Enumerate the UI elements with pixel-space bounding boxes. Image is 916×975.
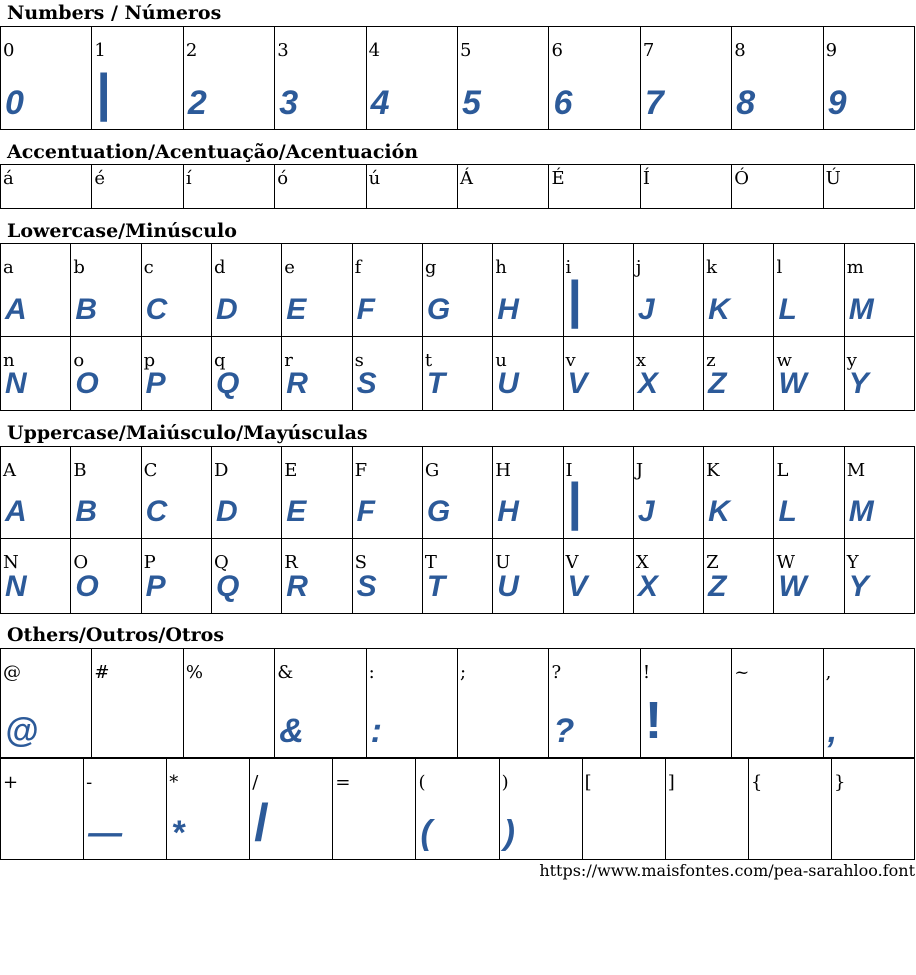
- character-label: B: [73, 460, 87, 481]
- character-label: 6: [551, 40, 563, 61]
- character-label: á: [3, 168, 14, 189]
- character-label: A: [3, 460, 16, 481]
- glyph-cell: [142, 539, 212, 614]
- character-label: ): [501, 772, 509, 793]
- character-label: Q: [213, 552, 229, 573]
- character-label: 5: [460, 40, 472, 61]
- font-sample-glyph: Q: [215, 570, 239, 603]
- character-label: y: [846, 350, 857, 371]
- font-sample-glyph: 0: [5, 84, 23, 122]
- font-sample-glyph: 6: [553, 84, 572, 122]
- font-sample-glyph: P: [145, 570, 165, 603]
- character-label: p: [143, 350, 156, 371]
- glyph-cell: [142, 447, 212, 539]
- section-title-uppercase: Uppercase/Maiúsculo/Mayúsculas: [7, 422, 368, 444]
- character-label: í: [185, 168, 192, 189]
- others-grid-row1: [0, 648, 915, 758]
- glyph-cell: [1, 244, 71, 337]
- character-label: =: [335, 772, 351, 793]
- font-sample-glyph: *: [171, 814, 184, 852]
- character-label: j: [635, 257, 642, 278]
- font-sample-glyph: W: [778, 570, 806, 603]
- glyph-cell: [423, 337, 493, 411]
- character-label: R: [284, 552, 298, 573]
- font-sample-glyph: N: [5, 570, 26, 603]
- character-label: q: [213, 350, 226, 371]
- character-label: I: [565, 460, 573, 481]
- lowercase-grid-row2: [0, 336, 915, 411]
- font-sample-glyph: M: [848, 293, 873, 326]
- section-title-accents: Accentuation/Acentuação/Acentuación: [7, 141, 419, 163]
- font-sample-glyph: S: [356, 570, 376, 603]
- font-sample-glyph: ,: [827, 712, 837, 750]
- font-sample-glyph: Y: [848, 367, 868, 400]
- glyph-cell: [1, 165, 92, 209]
- character-label: P: [143, 552, 156, 573]
- font-sample-glyph: M: [848, 495, 873, 528]
- character-label: H: [495, 460, 511, 481]
- glyph-cell: [634, 539, 704, 614]
- glyph-cell: [549, 649, 640, 758]
- glyph-cell: [634, 337, 704, 411]
- character-label: É: [551, 168, 565, 189]
- glyph-cell: [142, 337, 212, 411]
- font-sample-glyph: J: [637, 495, 654, 528]
- glyph-cell: [704, 539, 774, 614]
- character-label: 0: [3, 40, 15, 61]
- glyph-cell: [493, 447, 563, 539]
- glyph-cell: [71, 539, 141, 614]
- character-label: ó: [277, 168, 289, 189]
- glyph-cell: [732, 165, 823, 209]
- character-label: Á: [460, 168, 474, 189]
- character-label: V: [565, 552, 579, 573]
- font-sample-glyph: /: [254, 794, 268, 852]
- glyph-cell: [641, 649, 732, 758]
- character-label: u: [495, 350, 507, 371]
- glyph-cell: [212, 539, 282, 614]
- glyph-cell: [282, 539, 352, 614]
- glyph-cell: [1, 649, 92, 758]
- font-sample-glyph: ): [503, 814, 514, 852]
- character-label: &: [277, 662, 294, 683]
- glyph-cell: [92, 649, 183, 758]
- character-label: O: [73, 552, 89, 573]
- font-sample-glyph: B: [75, 293, 96, 326]
- character-label: #: [94, 662, 110, 683]
- character-label: J: [635, 460, 644, 481]
- character-label: d: [213, 257, 226, 278]
- character-label: N: [3, 552, 19, 573]
- glyph-cell: [774, 244, 844, 337]
- font-sample-glyph: H: [497, 495, 518, 528]
- glyph-cell: [641, 165, 732, 209]
- character-label: m: [846, 257, 864, 278]
- character-label: ;: [460, 662, 467, 683]
- font-sample-glyph: E: [286, 293, 306, 326]
- glyph-cell: [423, 244, 493, 337]
- character-label: %: [185, 662, 203, 683]
- glyph-cell: [71, 244, 141, 337]
- font-sample-glyph: |: [567, 271, 582, 329]
- font-sample-glyph: 3: [279, 84, 298, 122]
- glyph-cell: [666, 759, 749, 860]
- character-label: }: [833, 772, 846, 793]
- font-sample-glyph: !: [644, 692, 662, 750]
- character-label: E: [284, 460, 298, 481]
- font-sample-glyph: L: [778, 293, 796, 326]
- font-sample-glyph: V: [567, 570, 587, 603]
- character-label: o: [73, 350, 85, 371]
- glyph-cell: [749, 759, 832, 860]
- font-sample-glyph: F: [356, 495, 374, 528]
- glyph-cell: [275, 165, 366, 209]
- glyph-cell: [500, 759, 583, 860]
- glyph-cell: [845, 539, 915, 614]
- font-sample-glyph: O: [75, 570, 98, 603]
- font-sample-glyph: T: [426, 570, 445, 603]
- uppercase-grid-row1: [0, 446, 915, 539]
- font-sample-glyph: ?: [553, 712, 574, 750]
- font-sample-glyph: J: [637, 293, 654, 326]
- glyph-cell: [704, 447, 774, 539]
- font-sample-glyph: D: [215, 495, 237, 528]
- character-label: 7: [642, 40, 655, 61]
- font-sample-glyph: R: [286, 367, 307, 400]
- glyph-cell: [416, 759, 499, 860]
- font-sample-glyph: K: [708, 293, 729, 326]
- glyph-cell: [564, 337, 634, 411]
- font-sample-glyph: C: [145, 293, 167, 326]
- character-label: r: [284, 350, 293, 371]
- glyph-cell: [250, 759, 333, 860]
- font-sample-glyph: —: [88, 814, 122, 852]
- font-sample-glyph: 7: [644, 84, 663, 122]
- glyph-cell: [367, 27, 458, 130]
- glyph-cell: [704, 337, 774, 411]
- character-label: X: [635, 552, 649, 573]
- character-label: f: [354, 257, 362, 278]
- font-sample-glyph: U: [497, 367, 518, 400]
- numbers-grid: [0, 26, 915, 130]
- font-sample-glyph: &: [279, 712, 303, 750]
- uppercase-grid-row2: [0, 538, 915, 614]
- glyph-cell: [845, 337, 915, 411]
- character-label: Ó: [734, 168, 750, 189]
- glyph-cell: [634, 244, 704, 337]
- character-label: +: [3, 772, 19, 793]
- glyph-cell: [832, 759, 915, 860]
- glyph-cell: [1, 539, 71, 614]
- character-label: M: [846, 460, 866, 481]
- character-label: {: [750, 772, 763, 793]
- font-sample-glyph: A: [5, 293, 26, 326]
- glyph-cell: [212, 337, 282, 411]
- font-sample-glyph: G: [426, 495, 450, 528]
- font-sample-glyph: 2: [187, 84, 206, 122]
- character-label: h: [495, 257, 507, 278]
- glyph-cell: [184, 649, 275, 758]
- character-label: D: [213, 460, 229, 481]
- font-sample-glyph: H: [497, 293, 518, 326]
- glyph-cell: [1, 337, 71, 411]
- character-label: e: [284, 257, 295, 278]
- glyph-cell: [353, 447, 423, 539]
- glyph-cell: [493, 539, 563, 614]
- character-label: 8: [734, 40, 746, 61]
- character-label: x: [635, 350, 646, 371]
- character-label: 3: [277, 40, 289, 61]
- glyph-cell: [1, 759, 84, 860]
- character-label: é: [94, 168, 106, 189]
- character-label: t: [424, 350, 433, 371]
- character-label: (: [418, 772, 426, 793]
- glyph-cell: [493, 244, 563, 337]
- glyph-cell: [634, 447, 704, 539]
- font-sample-glyph: P: [145, 367, 165, 400]
- font-sample-glyph: C: [145, 495, 167, 528]
- glyph-cell: [824, 165, 915, 209]
- glyph-cell: [71, 337, 141, 411]
- glyph-cell: [333, 759, 416, 860]
- character-label: l: [776, 257, 783, 278]
- font-sample-glyph: X: [637, 570, 657, 603]
- character-label: Y: [846, 552, 859, 573]
- font-sample-glyph: Z: [708, 570, 726, 603]
- glyph-cell: [92, 165, 183, 209]
- others-grid-row2: [0, 758, 915, 860]
- font-sample-glyph: T: [426, 367, 445, 400]
- font-sample-glyph: 4: [370, 84, 389, 122]
- font-sample-glyph: Z: [708, 367, 726, 400]
- glyph-cell: [282, 337, 352, 411]
- font-sample-glyph: S: [356, 367, 376, 400]
- character-label: 1: [94, 40, 106, 61]
- glyph-cell: [282, 244, 352, 337]
- character-label: Ú: [825, 168, 841, 189]
- glyph-cell: [367, 165, 458, 209]
- character-label: C: [143, 460, 158, 481]
- font-sample-glyph: K: [708, 495, 729, 528]
- font-sample-glyph: Q: [215, 367, 239, 400]
- glyph-cell: [845, 244, 915, 337]
- font-sample-glyph: Y: [848, 570, 868, 603]
- glyph-cell: [845, 447, 915, 539]
- character-label: L: [776, 460, 789, 481]
- glyph-cell: [212, 244, 282, 337]
- character-label: F: [354, 460, 368, 481]
- font-sample-glyph: |: [96, 64, 110, 122]
- glyph-cell: [549, 27, 640, 130]
- glyph-cell: [493, 337, 563, 411]
- glyph-cell: [641, 27, 732, 130]
- character-label: U: [495, 552, 511, 573]
- glyph-cell: [142, 244, 212, 337]
- glyph-cell: [564, 447, 634, 539]
- glyph-cell: [423, 447, 493, 539]
- section-title-numbers: Numbers / Números: [7, 2, 222, 24]
- glyph-cell: [84, 759, 167, 860]
- character-label: v: [565, 350, 576, 371]
- character-label: 4: [368, 40, 381, 61]
- character-label: a: [3, 257, 14, 278]
- character-label: ?: [551, 662, 562, 683]
- character-label: *: [169, 772, 179, 793]
- character-label: s: [354, 350, 364, 371]
- font-sample-glyph: @: [5, 712, 38, 750]
- glyph-cell: [549, 165, 640, 209]
- font-sample-glyph: G: [426, 293, 450, 326]
- character-label: ,: [825, 662, 832, 683]
- character-label: ~: [734, 662, 750, 683]
- glyph-cell: [367, 649, 458, 758]
- glyph-cell: [774, 447, 844, 539]
- font-sample-glyph: U: [497, 570, 518, 603]
- font-sample-glyph: (: [420, 814, 431, 852]
- font-sample-glyph: :: [370, 712, 381, 750]
- character-label: 2: [185, 40, 198, 61]
- character-label: G: [424, 460, 440, 481]
- character-label: T: [424, 552, 437, 573]
- character-label: c: [143, 257, 154, 278]
- glyph-cell: [1, 447, 71, 539]
- font-sample-glyph: D: [215, 293, 237, 326]
- character-label: z: [706, 350, 716, 371]
- glyph-cell: [774, 539, 844, 614]
- glyph-cell: [774, 337, 844, 411]
- character-label: /: [252, 772, 259, 793]
- character-label: ú: [368, 168, 381, 189]
- glyph-cell: [704, 244, 774, 337]
- glyph-cell: [564, 244, 634, 337]
- glyph-cell: [423, 539, 493, 614]
- character-label: S: [354, 552, 367, 573]
- character-label: [: [584, 772, 592, 793]
- font-sample-glyph: 5: [462, 84, 480, 122]
- glyph-cell: [824, 27, 915, 130]
- glyph-cell: [184, 27, 275, 130]
- footer-url: https://www.maisfontes.com/pea-sarahloo.font: [539, 861, 915, 880]
- glyph-cell: [458, 649, 549, 758]
- character-label: :: [368, 662, 375, 683]
- glyph-cell: [275, 27, 366, 130]
- font-sample-glyph: B: [75, 495, 96, 528]
- accents-grid: [0, 164, 915, 209]
- glyph-cell: [184, 165, 275, 209]
- glyph-cell: [353, 244, 423, 337]
- character-label: -: [86, 772, 93, 793]
- font-sample-glyph: 9: [827, 84, 846, 122]
- character-label: w: [776, 350, 792, 371]
- font-sample-glyph: |: [567, 473, 582, 531]
- font-sample-glyph: E: [286, 495, 306, 528]
- character-label: n: [3, 350, 15, 371]
- section-title-others: Others/Outros/Otros: [7, 624, 225, 646]
- character-label: i: [565, 257, 572, 278]
- glyph-cell: [71, 447, 141, 539]
- character-label: ]: [667, 772, 675, 793]
- character-label: !: [642, 662, 651, 683]
- font-sample-glyph: 8: [736, 84, 755, 122]
- character-label: g: [424, 257, 437, 278]
- font-sample-glyph: V: [567, 367, 587, 400]
- character-label: b: [73, 257, 85, 278]
- character-label: K: [706, 460, 720, 481]
- glyph-cell: [564, 539, 634, 614]
- font-sample-glyph: A: [5, 495, 26, 528]
- character-label: Í: [642, 168, 650, 189]
- glyph-cell: [732, 649, 823, 758]
- glyph-cell: [353, 337, 423, 411]
- glyph-cell: [824, 649, 915, 758]
- font-sample-glyph: O: [75, 367, 98, 400]
- font-sample-glyph: X: [637, 367, 657, 400]
- glyph-cell: [583, 759, 666, 860]
- font-sample-glyph: L: [778, 495, 796, 528]
- font-sample-glyph: R: [286, 570, 307, 603]
- character-label: k: [706, 257, 718, 278]
- font-sample-glyph: N: [5, 367, 26, 400]
- glyph-cell: [732, 27, 823, 130]
- glyph-cell: [282, 447, 352, 539]
- font-sample-glyph: W: [778, 367, 806, 400]
- character-label: 9: [825, 40, 838, 61]
- glyph-cell: [1, 27, 92, 130]
- glyph-cell: [353, 539, 423, 614]
- glyph-cell: [167, 759, 250, 860]
- glyph-cell: [92, 27, 183, 130]
- character-label: @: [3, 662, 21, 683]
- glyph-cell: [275, 649, 366, 758]
- glyph-cell: [458, 27, 549, 130]
- font-sample-glyph: F: [356, 293, 374, 326]
- section-title-lowercase: Lowercase/Minúsculo: [7, 220, 237, 242]
- lowercase-grid-row1: [0, 243, 915, 337]
- glyph-cell: [458, 165, 549, 209]
- character-label: W: [776, 552, 795, 573]
- character-label: Z: [706, 552, 719, 573]
- glyph-cell: [212, 447, 282, 539]
